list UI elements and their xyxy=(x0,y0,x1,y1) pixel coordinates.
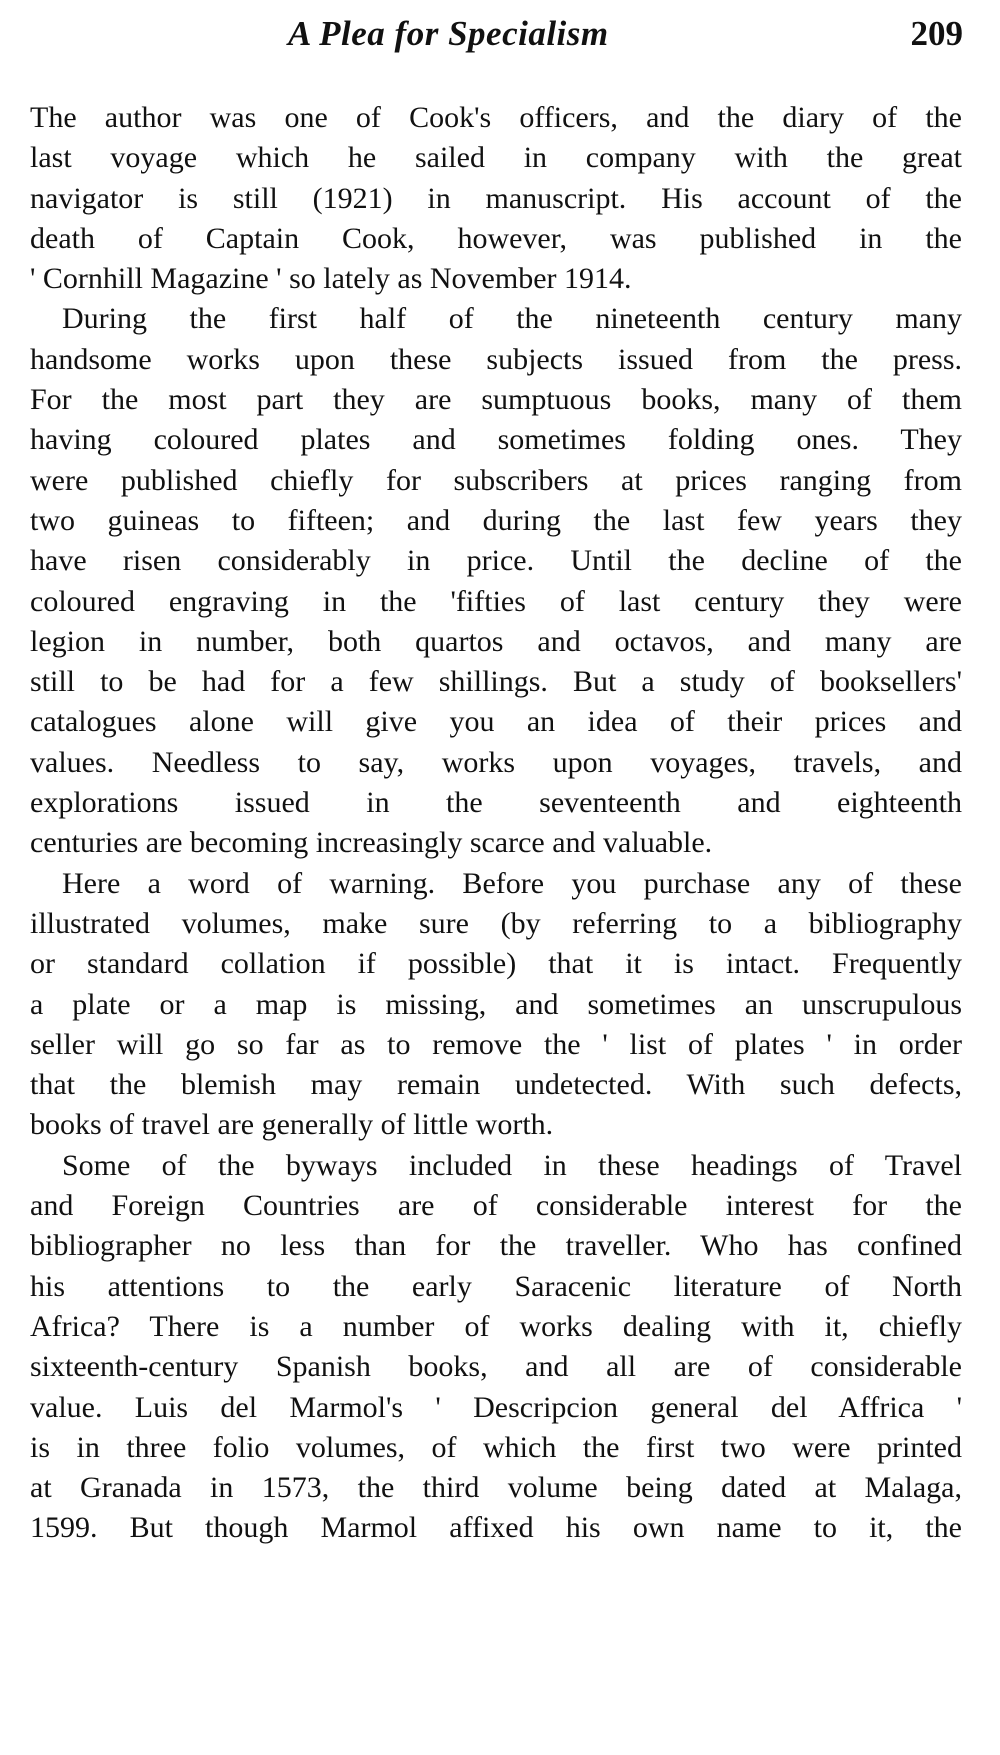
text-line: centuries are becoming increasingly scarce and valuable. xyxy=(30,826,713,860)
text-line: were published chiefly for subscribers at prices ranging from xyxy=(30,463,962,497)
text-line: two guineas to fifteen; and during the last few years they xyxy=(30,503,962,537)
text-line: sixteenth-century Spanish books, and all are of considerable xyxy=(30,1350,962,1384)
text-line: legion in number, both quartos and octavos, and many are xyxy=(30,624,962,658)
text-line: Here a word of warning. Before you purchase any of these xyxy=(62,866,962,900)
paragraph xyxy=(30,299,962,863)
text-line: 1599. But though Marmol affixed his own name to it, the xyxy=(30,1511,962,1545)
text-line: bibliographer no less than for the traveller. Who has confined xyxy=(30,1229,962,1263)
text-line: values. Needless to say, works upon voyages, travels, and xyxy=(30,745,962,779)
text-line: that the blemish may remain undetected. With such defects, xyxy=(30,1068,962,1102)
text-line: value. Luis del Marmol's ' Descripcion general del Affrica ' xyxy=(30,1390,962,1424)
text-line: books of travel are generally of little worth. xyxy=(30,1108,554,1142)
text-line: death of Captain Cook, however, was published in the xyxy=(30,221,962,255)
text-line: still to be had for a few shillings. But a study of booksellers' xyxy=(30,665,962,699)
running-title: A Plea for Specialism xyxy=(288,14,609,53)
text-line: Some of the byways included in these headings of Travel xyxy=(62,1148,962,1182)
running-head xyxy=(30,14,975,66)
text-line: have risen considerably in price. Until the decline of the xyxy=(30,544,962,578)
text-line: catalogues alone will give you an idea of their prices and xyxy=(30,705,962,739)
text-line: ' Cornhill Magazine ' so lately as November 1914. xyxy=(30,262,632,296)
text-line: is in three folio volumes, of which the first two were printed xyxy=(30,1430,962,1464)
text-line: The author was one of Cook's officers, and the diary of the xyxy=(30,101,962,134)
text-line: illustrated volumes, make sure (by referring to a bibliography xyxy=(30,906,962,940)
text-line: at Granada in 1573, the third volume being dated at Malaga, xyxy=(30,1471,962,1505)
paragraph xyxy=(30,1146,962,1549)
text-line: explorations issued in the seventeenth and eighteenth xyxy=(30,786,962,820)
paragraph xyxy=(30,98,962,299)
text-line: his attentions to the early Saracenic literature of North xyxy=(30,1269,962,1303)
text-line: having coloured plates and sometimes folding ones. They xyxy=(30,423,962,457)
paragraph xyxy=(30,864,962,1146)
text-line: a plate or a map is missing, and sometimes an unscrupulous xyxy=(30,987,962,1021)
text-line: seller will go so far as to remove the ' list of plates ' in order xyxy=(30,1027,962,1061)
text-line: coloured engraving in the 'fifties of last century they were xyxy=(30,584,962,618)
page-number: 209 xyxy=(910,14,963,53)
text-line: last voyage which he sailed in company with the great xyxy=(30,141,962,175)
text-line: handsome works upon these subjects issued from the press. xyxy=(30,342,962,376)
text-line: For the most part they are sumptuous books, many of them xyxy=(30,383,962,417)
text-line: Africa? There is a number of works dealing with it, chiefly xyxy=(30,1309,962,1343)
text-line: During the first half of the nineteenth century many xyxy=(62,302,962,336)
body-text xyxy=(30,98,962,1549)
text-line: and Foreign Countries are of considerable interest for the xyxy=(30,1189,962,1223)
text-line: navigator is still (1921) in manuscript. His account of the xyxy=(30,181,962,215)
text-line: or standard collation if possible) that it is intact. Frequently xyxy=(30,947,962,981)
